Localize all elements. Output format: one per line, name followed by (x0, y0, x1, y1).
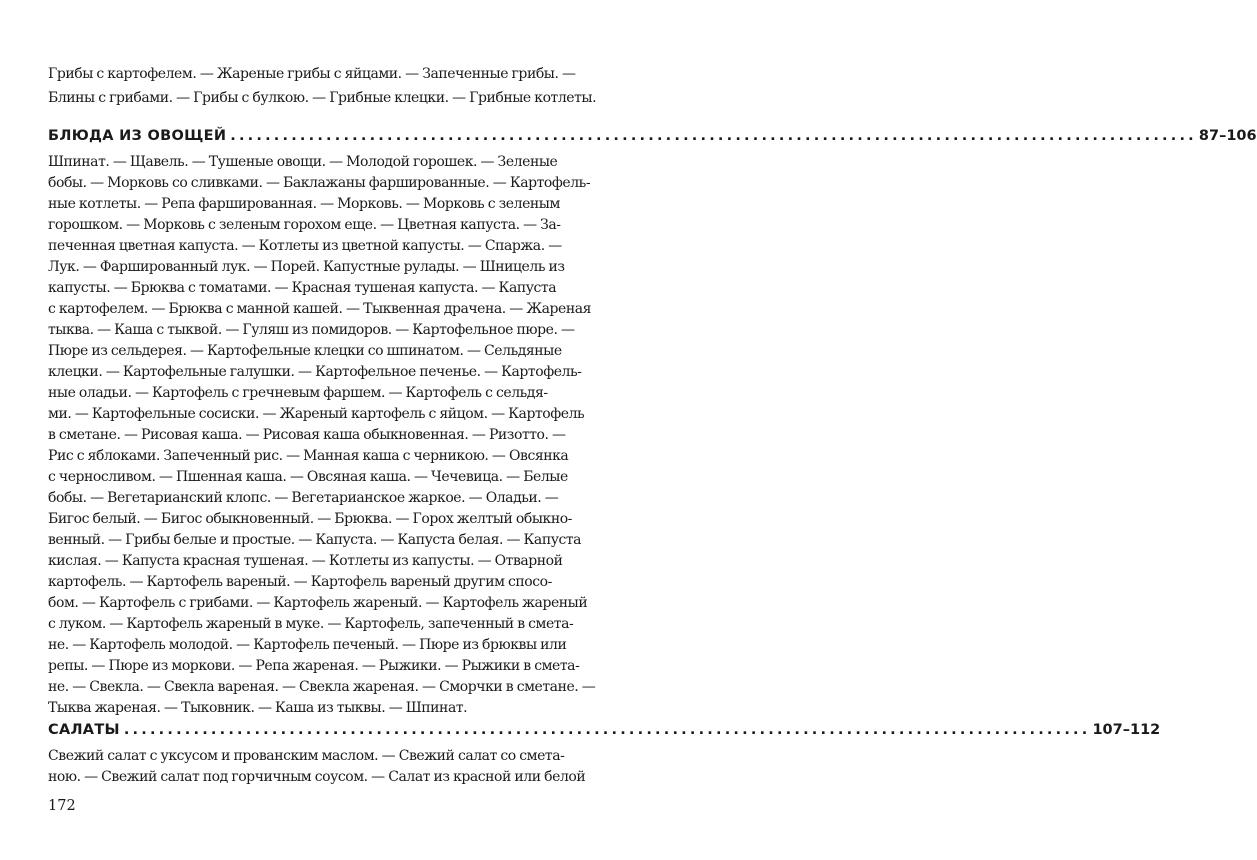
text-line: в сметане. — Рисовая каша. — Рисовая каша обыкновенная. — Ризотто. — (48, 427, 566, 443)
section-heading-vegetables (48, 123, 1257, 149)
text-line: с картофелем. — Брюква с манной кашей. — Тыквенная драчена. — Жареная (48, 301, 592, 317)
text-line: с черносливом. — Пшенная каша. — Овсяная каша. — Чечевица. — Белые (48, 469, 568, 485)
text-line: горошком. — Морковь с зеленым горохом еще. — Цветная капуста. — За- (48, 217, 561, 233)
text-line: Свежий салат с уксусом и прованским маслом. — Свежий салат со смета- (48, 748, 565, 764)
text-line: Бигос белый. — Бигос обыкновенный. — Брюква. — Горох желтый обыкно- (48, 511, 572, 527)
text-line: ные оладьи. — Картофель с гречневым фаршем. — Картофель с сельдя- (48, 385, 548, 401)
section-title: САЛАТЫ (48, 722, 120, 738)
text-line: бом. — Картофель с грибами. — Картофель жареный. — Картофель жареный (48, 595, 588, 611)
text-line: тыква. — Каша с тыквой. — Гуляш из помидоров. — Картофельное пюре. — (48, 322, 575, 338)
leader-dots (226, 123, 1197, 149)
text-line: Лук. — Фаршированный лук. — Порей. Капустные рулады. — Шницель из (48, 259, 565, 275)
text-line: клецки. — Картофельные галушки. — Картофельное печенье. — Картофель- (48, 364, 582, 380)
text-line: не. — Картофель молодой. — Картофель печеный. — Пюре из брюквы или (48, 637, 567, 653)
text-line: кислая. — Капуста красная тушеная. — Котлеты из капусты. — Отварной (48, 553, 563, 569)
text-line: Шпинат. — Щавель. — Тушеные овощи. — Молодой горошек. — Зеленые (48, 154, 558, 170)
text-line: капусты. — Брюква с томатами. — Красная тушеная капуста. — Капуста (48, 280, 557, 296)
text-line: Грибы с картофелем. — Жареные грибы с яйцами. — Запеченные грибы. — (48, 66, 576, 82)
leader-dots (120, 717, 1091, 743)
section-pages: 87–106 (1198, 128, 1257, 144)
text-line: ми. — Картофельные сосиски. — Жареный картофель с яйцом. — Картофель (48, 406, 585, 422)
section-heading-salads (48, 717, 1161, 743)
text-line: не. — Свекла. — Свекла вареная. — Свекла жареная. — Сморчки в сметане. — (48, 679, 596, 695)
text-line: Рис с яблоками. Запеченный рис. — Манная каша с черникою. — Овсянка (48, 448, 569, 464)
text-line: картофель. — Картофель вареный. — Картофель вареный другим спосо- (48, 574, 552, 590)
text-line: ною. — Свежий салат под горчичным соусом. — Салат из красной или белой (48, 769, 586, 785)
section-title: БЛЮДА ИЗ ОВОЩЕЙ (48, 128, 227, 144)
text-line: ные котлеты. — Репа фаршированная. — Морковь. — Морковь с зеленым (48, 196, 560, 212)
section-pages: 107–112 (1092, 722, 1161, 738)
text-line: с луком. — Картофель жареный в муке. — Картофель, запеченный в смета- (48, 616, 574, 632)
text-line: репы. — Пюре из моркови. — Репа жареная. — Рыжики. — Рыжики в смета- (48, 658, 580, 674)
page-number: 172 (48, 798, 76, 814)
text-line: печенная цветная капуста. — Котлеты из цветной капусты. — Спаржа. — (48, 238, 562, 254)
text-line: Тыква жареная. — Тыковник. — Каша из тыквы. — Шпинат. (48, 700, 468, 716)
text-line: Блины с грибами. — Грибы с булкою. — Грибные клецки. — Грибные котлеты. (48, 90, 597, 106)
text-line: бобы. — Морковь со сливками. — Баклажаны фаршированные. — Картофель- (48, 175, 591, 191)
text-line: Пюре из сельдерея. — Картофельные клецки со шпинатом. — Сельдяные (48, 343, 562, 359)
text-line: венный. — Грибы белые и простые. — Капуста. — Капуста белая. — Капуста (48, 532, 582, 548)
text-line: бобы. — Вегетарианский клопс. — Вегетарианское жаркое. — Оладьи. — (48, 490, 559, 506)
